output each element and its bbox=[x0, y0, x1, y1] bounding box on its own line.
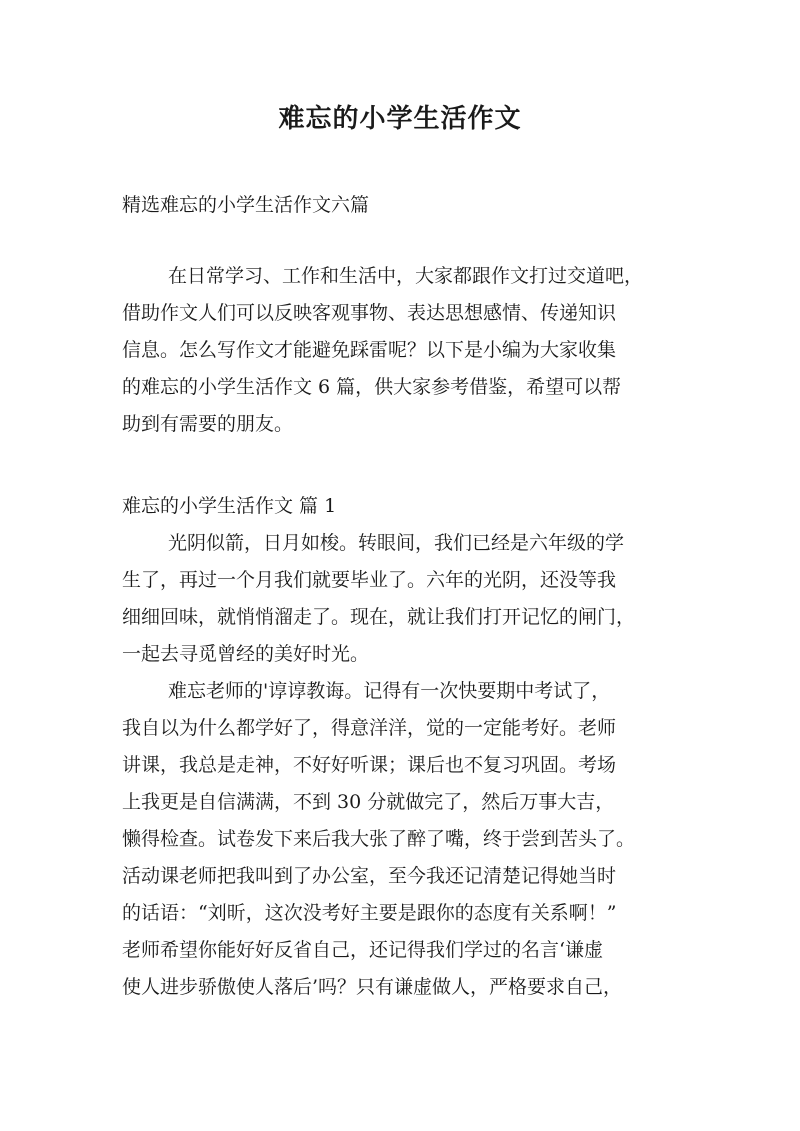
section-heading: 难忘的小学生活作文 篇 1 bbox=[122, 495, 337, 517]
intro-line: 的难忘的小学生活作文 6 篇，供大家参考借鉴，希望可以帮 bbox=[122, 376, 622, 398]
body-line: 光阴似箭，日月如梭。转眼间，我们已经是六年级的学 bbox=[168, 532, 625, 554]
body-line: 的话语：“刘昕，这次没考好主要是跟你的态度有关系啊！” bbox=[122, 902, 617, 924]
body-line: 讲课，我总是走神，不好好听课；课后也不复习巩固。考场 bbox=[122, 754, 617, 776]
body-line: 上我更是自信满满，不到 30 分就做完了，然后万事大吉， bbox=[122, 791, 615, 813]
document-subtitle: 精选难忘的小学生活作文六篇 bbox=[122, 194, 370, 216]
document-title: 难忘的小学生活作文 bbox=[278, 104, 522, 134]
body-line: 活动课老师把我叫到了办公室，至今我还记清楚记得她当时 bbox=[122, 865, 617, 887]
intro-line: 借助作文人们可以反映客观事物、表达思想感情、传递知识 bbox=[122, 302, 617, 324]
body-line: 细细回味，就悄悄溜走了。现在，就让我们打开记忆的闸门， bbox=[122, 606, 636, 628]
body-line: 使人进步骄傲使人落后’吗？只有谦虚做人，严格要求自己， bbox=[122, 976, 623, 998]
intro-line: 在日常学习、工作和生活中，大家都跟作文打过交道吧， bbox=[168, 265, 644, 287]
body-line: 难忘老师的'谆谆教诲。记得有一次快要期中考试了， bbox=[168, 680, 611, 702]
intro-line: 助到有需要的朋友。 bbox=[122, 413, 294, 435]
intro-line: 信息。怎么写作文才能避免踩雷呢？以下是小编为大家收集 bbox=[122, 339, 617, 361]
section-body bbox=[122, 525, 684, 1006]
body-line: 生了，再过一个月我们就要毕业了。六年的光阴，还没等我 bbox=[122, 569, 617, 591]
body-line: 一起去寻觅曾经的美好时光。 bbox=[122, 643, 370, 665]
body-line: 我自以为什么都学好了，得意洋洋，觉的一定能考好。老师 bbox=[122, 717, 617, 739]
body-line: 懒得检查。试卷发下来后我大张了醉了嘴，终于尝到苦头了。 bbox=[122, 828, 636, 850]
intro-paragraph bbox=[122, 258, 684, 443]
body-line: 老师希望你能好好反省自己，还记得我们学过的名言‘谦虚 bbox=[122, 939, 604, 961]
